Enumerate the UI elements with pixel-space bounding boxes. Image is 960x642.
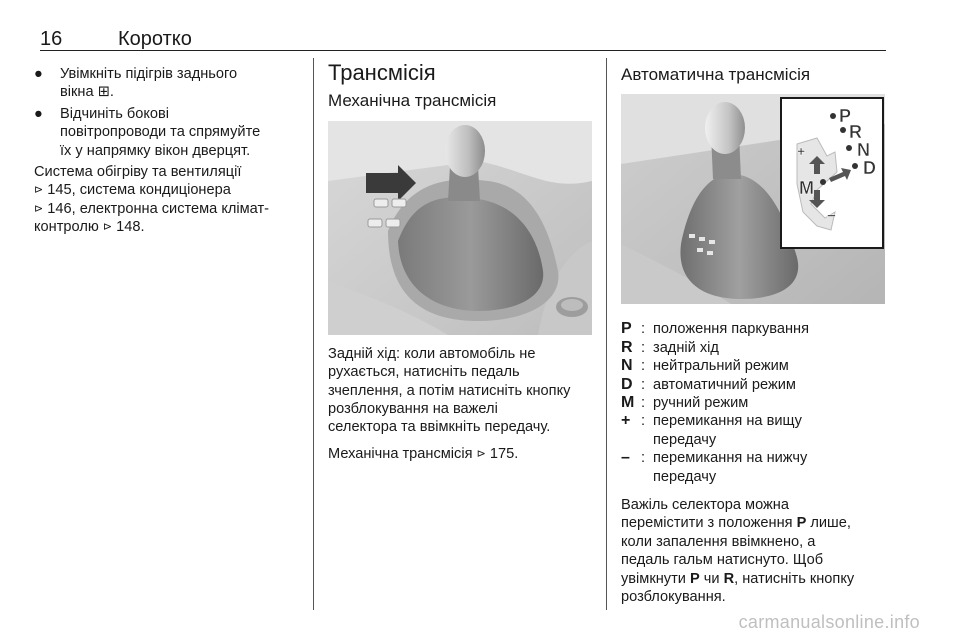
subsection-heading: Механічна трансмісія [328,91,497,111]
climate-crossref [34,163,304,237]
inset-label-d: D [863,158,876,179]
page-header [40,28,886,51]
legend-row [621,449,887,467]
inset-label-minus: – [827,207,836,225]
caption-line: рухається, натисніть педаль [328,364,520,381]
paragraph-line: коли запалення ввімкнено, а [621,533,816,550]
legend-row [621,376,887,394]
bullet-line: вікна ⊞. [60,84,114,101]
legend-row [621,320,887,338]
crossref-line: ⊳ 146, електронна система клімат- [34,200,270,217]
arrow-icon: ⊳ [476,447,486,460]
crossref-line: ⊳ 145, система кондиціонера [34,182,231,199]
legend-separator [641,468,653,486]
legend-separator: : [641,376,646,393]
legend-text: нейтральний режим [653,358,789,375]
column-divider [606,58,607,610]
selector-position: P [796,515,807,532]
middle-column [328,60,594,463]
legend-separator: : [641,321,646,338]
paragraph-line: розблокування. [621,589,726,606]
bullet-icon: ● [34,66,43,82]
bullet-line: їх у напрямку вікон дверцят. [60,142,251,159]
inset-label-n: N [857,140,870,161]
legend-separator [641,431,653,449]
paragraph-line: увімкнути P чи R, натисніть кнопку [621,570,855,587]
legend-key: M [621,394,635,412]
legend-key [621,431,641,449]
legend-key: D [621,375,633,393]
arrow-icon: ⊳ [102,221,113,234]
legend-separator: : [641,395,646,412]
legend-text: передачу [653,431,717,448]
reverse-caption [328,345,594,437]
caption-line: розблокування на важелі [328,401,498,418]
bullet-item [34,105,304,160]
legend-separator: : [641,413,646,430]
column-divider [313,58,314,610]
inset-label-p: P [839,106,852,127]
paragraph-line: Важіль селектора можна [621,497,789,514]
legend-row [621,339,887,357]
bullet-line: Увімкніть підігрів заднього [60,66,238,82]
inset-label-r: R [849,122,862,143]
legend-separator: : [641,358,646,375]
bullet-line: повітропроводи та спрямуйте [60,124,261,141]
page-number: 16 [40,28,63,50]
page-title: Коротко [118,28,192,50]
manual-gearshift-illustration [328,121,592,335]
selector-legend [621,320,887,486]
right-column [621,66,887,607]
section-heading: Автоматична трансмісія [621,65,811,84]
crossref-line: Система обігріву та вентиляції [34,164,242,181]
legend-row [621,394,887,412]
paragraph-line: перемістити з положення P лише, [621,515,851,532]
selector-note [621,496,887,606]
legend-text: перемикання на вищу [653,413,802,430]
watermark: carmanualsonline.info [738,612,920,632]
caption-line: Задній хід: коли автомобіль не [328,345,536,362]
legend-row [621,412,887,430]
legend-key: N [621,357,633,375]
arrow-icon: ⊳ [34,202,44,215]
selector-position: P [689,570,700,587]
legend-separator: : [641,450,646,467]
legend-key: P [621,320,632,338]
caption-line: селектора та ввімкніть передачу. [328,419,551,436]
bullet-line: Відчиніть бокові [60,105,170,122]
legend-text: перемикання на нижчу [653,450,808,467]
legend-row [621,431,887,449]
inset-label-plus: + [797,143,806,160]
legend-row [621,468,887,486]
bullet-list [34,65,304,160]
automatic-selector-illustration [621,94,885,304]
paragraph-line: педаль гальм натиснуто. Щоб [621,552,824,569]
arrow-icon: ⊳ [34,184,44,197]
legend-text: передачу [653,468,717,485]
crossref-line: Механічна трансмісія ⊳ 175. [328,445,519,462]
legend-text: положення паркування [653,321,809,338]
legend-text: задній хід [653,339,719,356]
legend-row [621,357,887,375]
legend-text: автоматичний режим [653,376,796,393]
legend-key: – [621,449,630,467]
legend-separator: : [641,339,646,356]
bullet-icon: ● [34,105,43,122]
inset-label-m: M [799,178,814,199]
selector-position: R [723,570,735,587]
bullet-item [34,65,304,102]
caption-line: зчеплення, а потім натисніть кнопку [328,382,571,399]
crossref-line: контролю ⊳ 148. [34,219,145,236]
legend-text: ручний режим [653,395,749,412]
legend-key [621,468,641,486]
left-column [34,65,304,237]
section-heading: Трансмісія [328,60,436,85]
legend-key: R [621,338,633,356]
legend-key: + [621,412,631,430]
